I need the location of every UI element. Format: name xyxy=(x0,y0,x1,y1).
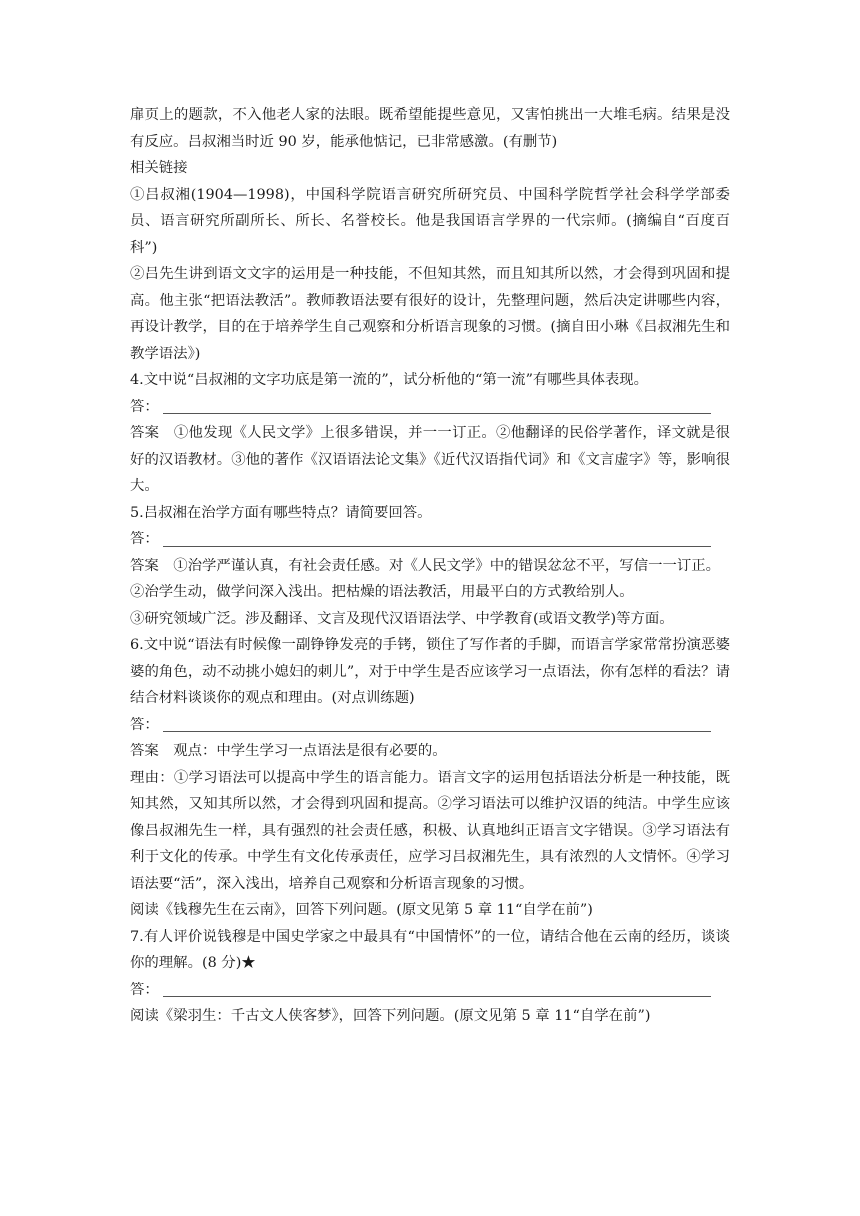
answer-prompt: 答： xyxy=(130,531,159,547)
answer-5 xyxy=(130,553,730,580)
answer-rule[interactable] xyxy=(163,528,711,547)
answer-6 xyxy=(130,738,730,765)
answer-6-reason: 理由：①学习语法可以提高中学生的语言能力。语言文字的运用包括语法分析是一种技能，既知其然，又知其所以然，才会得到巩固和提高。②学习语法可以维护汉语的纯洁。中学生应该像吕叔湘先生一样，具有强烈的社会责任感，积极、认真地纠正语言文字错误。③学习语法有利于文化的传承。中学生有文化传承责任，应学习吕叔湘先生，具有浓烈的人文情怀。④学习语法要“活”，深入浅出，培养自己观察和分析语言现象的习惯。 xyxy=(130,769,730,892)
related-item-1: ①吕叔湘(1904—1998)，中国科学院语言研究所研究员、中国科学院哲学社会科学学部委员、语言研究所副所长、所长、名誉校长。他是我国语言学界的一代宗师。(摘编自“百度百科”) xyxy=(130,186,730,256)
answer-5-point-3: ③研究领域广泛。涉及翻译、文言及现代汉语语法学、中学教育(或语文教学)等方面。 xyxy=(130,610,674,627)
answer-prompt: 答： xyxy=(130,981,159,998)
answer-line-7[interactable] xyxy=(130,977,730,1004)
answer-label: 答案 xyxy=(130,743,159,759)
question-6: 6.文中说“语法有时候像一副铮铮发亮的手铐，锁住了写作者的手脚，而语言学家常常扮演恶婆婆的角色，动不动挑小媳妇的刺儿”，对于中学生是否应该学习一点语法，你有怎样的看法？请结合材料谈谈你的观点和理由。(对点训练题) xyxy=(130,637,730,706)
answer-rule[interactable] xyxy=(163,395,711,414)
answer-line-4[interactable] xyxy=(130,394,730,421)
answer-rule[interactable] xyxy=(163,978,711,997)
related-item-2: ②吕先生讲到语文文字的运用是一种技能，不但知其然，而且知其所以然，才会得到巩固和提高。他主张“把语法教活”。教师教语法要有很好的设计，先整理问题，然后决定讲哪些内容，再设计教学，目的在于培养学生自己观察和分析语言现象的习惯。(摘自田小琳《吕叔湘先生和教学语法》) xyxy=(130,266,730,362)
reading-instruction-8: 阅读《梁羽生：千古文人侠客梦》，回答下列问题。(原文见第 5 章 11“自学在前”) xyxy=(130,1008,651,1024)
answer-text: 观点：中学生学习一点语法是很有必要的。 xyxy=(173,743,447,759)
related-heading: 相关链接 xyxy=(130,160,188,176)
answer-rule[interactable] xyxy=(163,713,711,732)
question-7: 7.有人评价说钱穆是中国史学家之中最具有“中国情怀”的一位，请结合他在云南的经历，谈谈你的理解。(8 分)★ xyxy=(130,928,730,971)
question-5: 5.吕叔湘在治学方面有哪些特点？请简要回答。 xyxy=(130,504,432,521)
paragraph-intro: 扉页上的题款，不入他老人家的法眼。既希望能提些意见，又害怕挑出一大堆毛病。结果是没有反应。吕叔湘当时近 90 岁，能承他惦记，已非常感激。(有删节) xyxy=(130,107,730,150)
answer-label: 答案 xyxy=(130,557,159,574)
answer-line-6[interactable] xyxy=(130,712,730,739)
answer-text: ①他发现《人民文学》上很多错误，并一一订正。②他翻译的民俗学著作，译文就是很好的汉语教材。③他的著作《汉语语法论文集》《近代汉语指代词》和《文言虚字》等，影响很大。 xyxy=(130,425,730,494)
answer-4 xyxy=(130,420,730,500)
answer-label: 答案 xyxy=(130,425,160,441)
answer-line-5[interactable] xyxy=(130,526,730,553)
answer-5-point-2: ②治学生动，做学问深入浅出。把枯燥的语法教活，用最平白的方式教给别人。 xyxy=(130,584,634,600)
answer-prompt: 答： xyxy=(130,716,159,733)
reading-instruction-7: 阅读《钱穆先生在云南》，回答下列问题。(原文见第 5 章 11“自学在前”) xyxy=(130,902,593,918)
document-page xyxy=(130,102,730,1030)
answer-text: ①治学严谨认真，有社会责任感。对《人民文学》中的错误忿忿不平，写信一一订正。 xyxy=(173,557,721,574)
question-4: 4.文中说“吕叔湘的文字功底是第一流的”，试分析他的“第一流”有哪些具体表现。 xyxy=(130,372,649,388)
answer-prompt: 答： xyxy=(130,398,159,415)
